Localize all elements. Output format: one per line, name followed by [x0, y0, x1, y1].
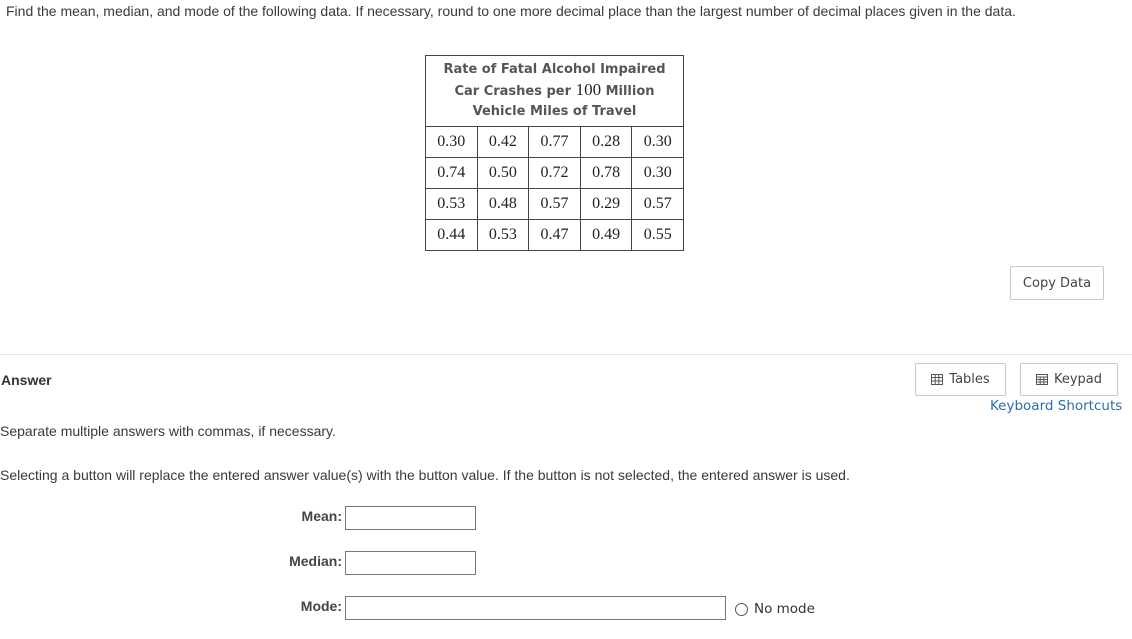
table-cell: 0.28 [580, 127, 632, 158]
median-label: Median: [289, 553, 342, 569]
table-cell: 0.30 [632, 127, 684, 158]
table-cell: 0.53 [477, 220, 529, 251]
table-cell: 0.72 [529, 158, 581, 189]
table-cell: 0.50 [477, 158, 529, 189]
table-cell: 0.42 [477, 127, 529, 158]
data-table [425, 55, 684, 251]
table-cell: 0.74 [426, 158, 478, 189]
header-line-2b: Million [601, 84, 655, 99]
table-cell: 0.47 [529, 220, 581, 251]
instruction-button-replace: Selecting a button will replace the entered answer value(s) with the button value. If the button is not selected, the entered answer is used. [0, 467, 850, 483]
header-line-3: Vehicle Miles of Travel [472, 104, 637, 119]
section-divider [0, 354, 1132, 355]
table-row [426, 220, 684, 251]
table-cell: 0.57 [529, 189, 581, 220]
table-row [426, 158, 684, 189]
radio-button-icon[interactable] [735, 603, 748, 616]
table-cell: 0.49 [580, 220, 632, 251]
mean-label: Mean: [301, 508, 342, 524]
tables-label: Tables [949, 372, 990, 387]
question-prompt: Find the mean, median, and mode of the following data. If necessary, round to one more decimal place than the largest number of decimal places given in the data. [6, 3, 1016, 19]
no-mode-label: No mode [754, 601, 815, 617]
table-cell: 0.44 [426, 220, 478, 251]
table-cell: 0.55 [632, 220, 684, 251]
median-input[interactable] [345, 551, 476, 575]
table-cell: 0.30 [426, 127, 478, 158]
table-cell: 0.57 [632, 189, 684, 220]
answer-heading: Answer [1, 372, 52, 388]
data-table-header [426, 56, 684, 127]
header-line-1: Rate of Fatal Alcohol Impaired [443, 62, 666, 77]
table-row [426, 127, 684, 158]
table-cell: 0.53 [426, 189, 478, 220]
header-line-2a: Car Crashes per [454, 84, 576, 99]
header-number: 100 [575, 80, 602, 99]
mode-label: Mode: [300, 598, 342, 614]
keyboard-shortcuts-link[interactable]: Keyboard Shortcuts [990, 398, 1123, 414]
instruction-commas: Separate multiple answers with commas, if necessary. [0, 423, 336, 439]
table-cell: 0.77 [529, 127, 581, 158]
table-cell: 0.30 [632, 158, 684, 189]
table-cell: 0.78 [580, 158, 632, 189]
tables-button[interactable] [915, 363, 1006, 396]
mode-input[interactable] [345, 596, 726, 620]
table-grid-icon [931, 374, 943, 385]
mean-input[interactable] [345, 506, 476, 530]
copy-data-button[interactable] [1010, 266, 1104, 300]
copy-data-label: Copy Data [1022, 275, 1092, 291]
keypad-button[interactable] [1020, 363, 1118, 396]
no-mode-option[interactable] [735, 601, 815, 617]
keypad-icon [1036, 374, 1048, 385]
table-cell: 0.29 [580, 189, 632, 220]
keypad-label: Keypad [1053, 372, 1103, 387]
table-row [426, 189, 684, 220]
table-cell: 0.48 [477, 189, 529, 220]
